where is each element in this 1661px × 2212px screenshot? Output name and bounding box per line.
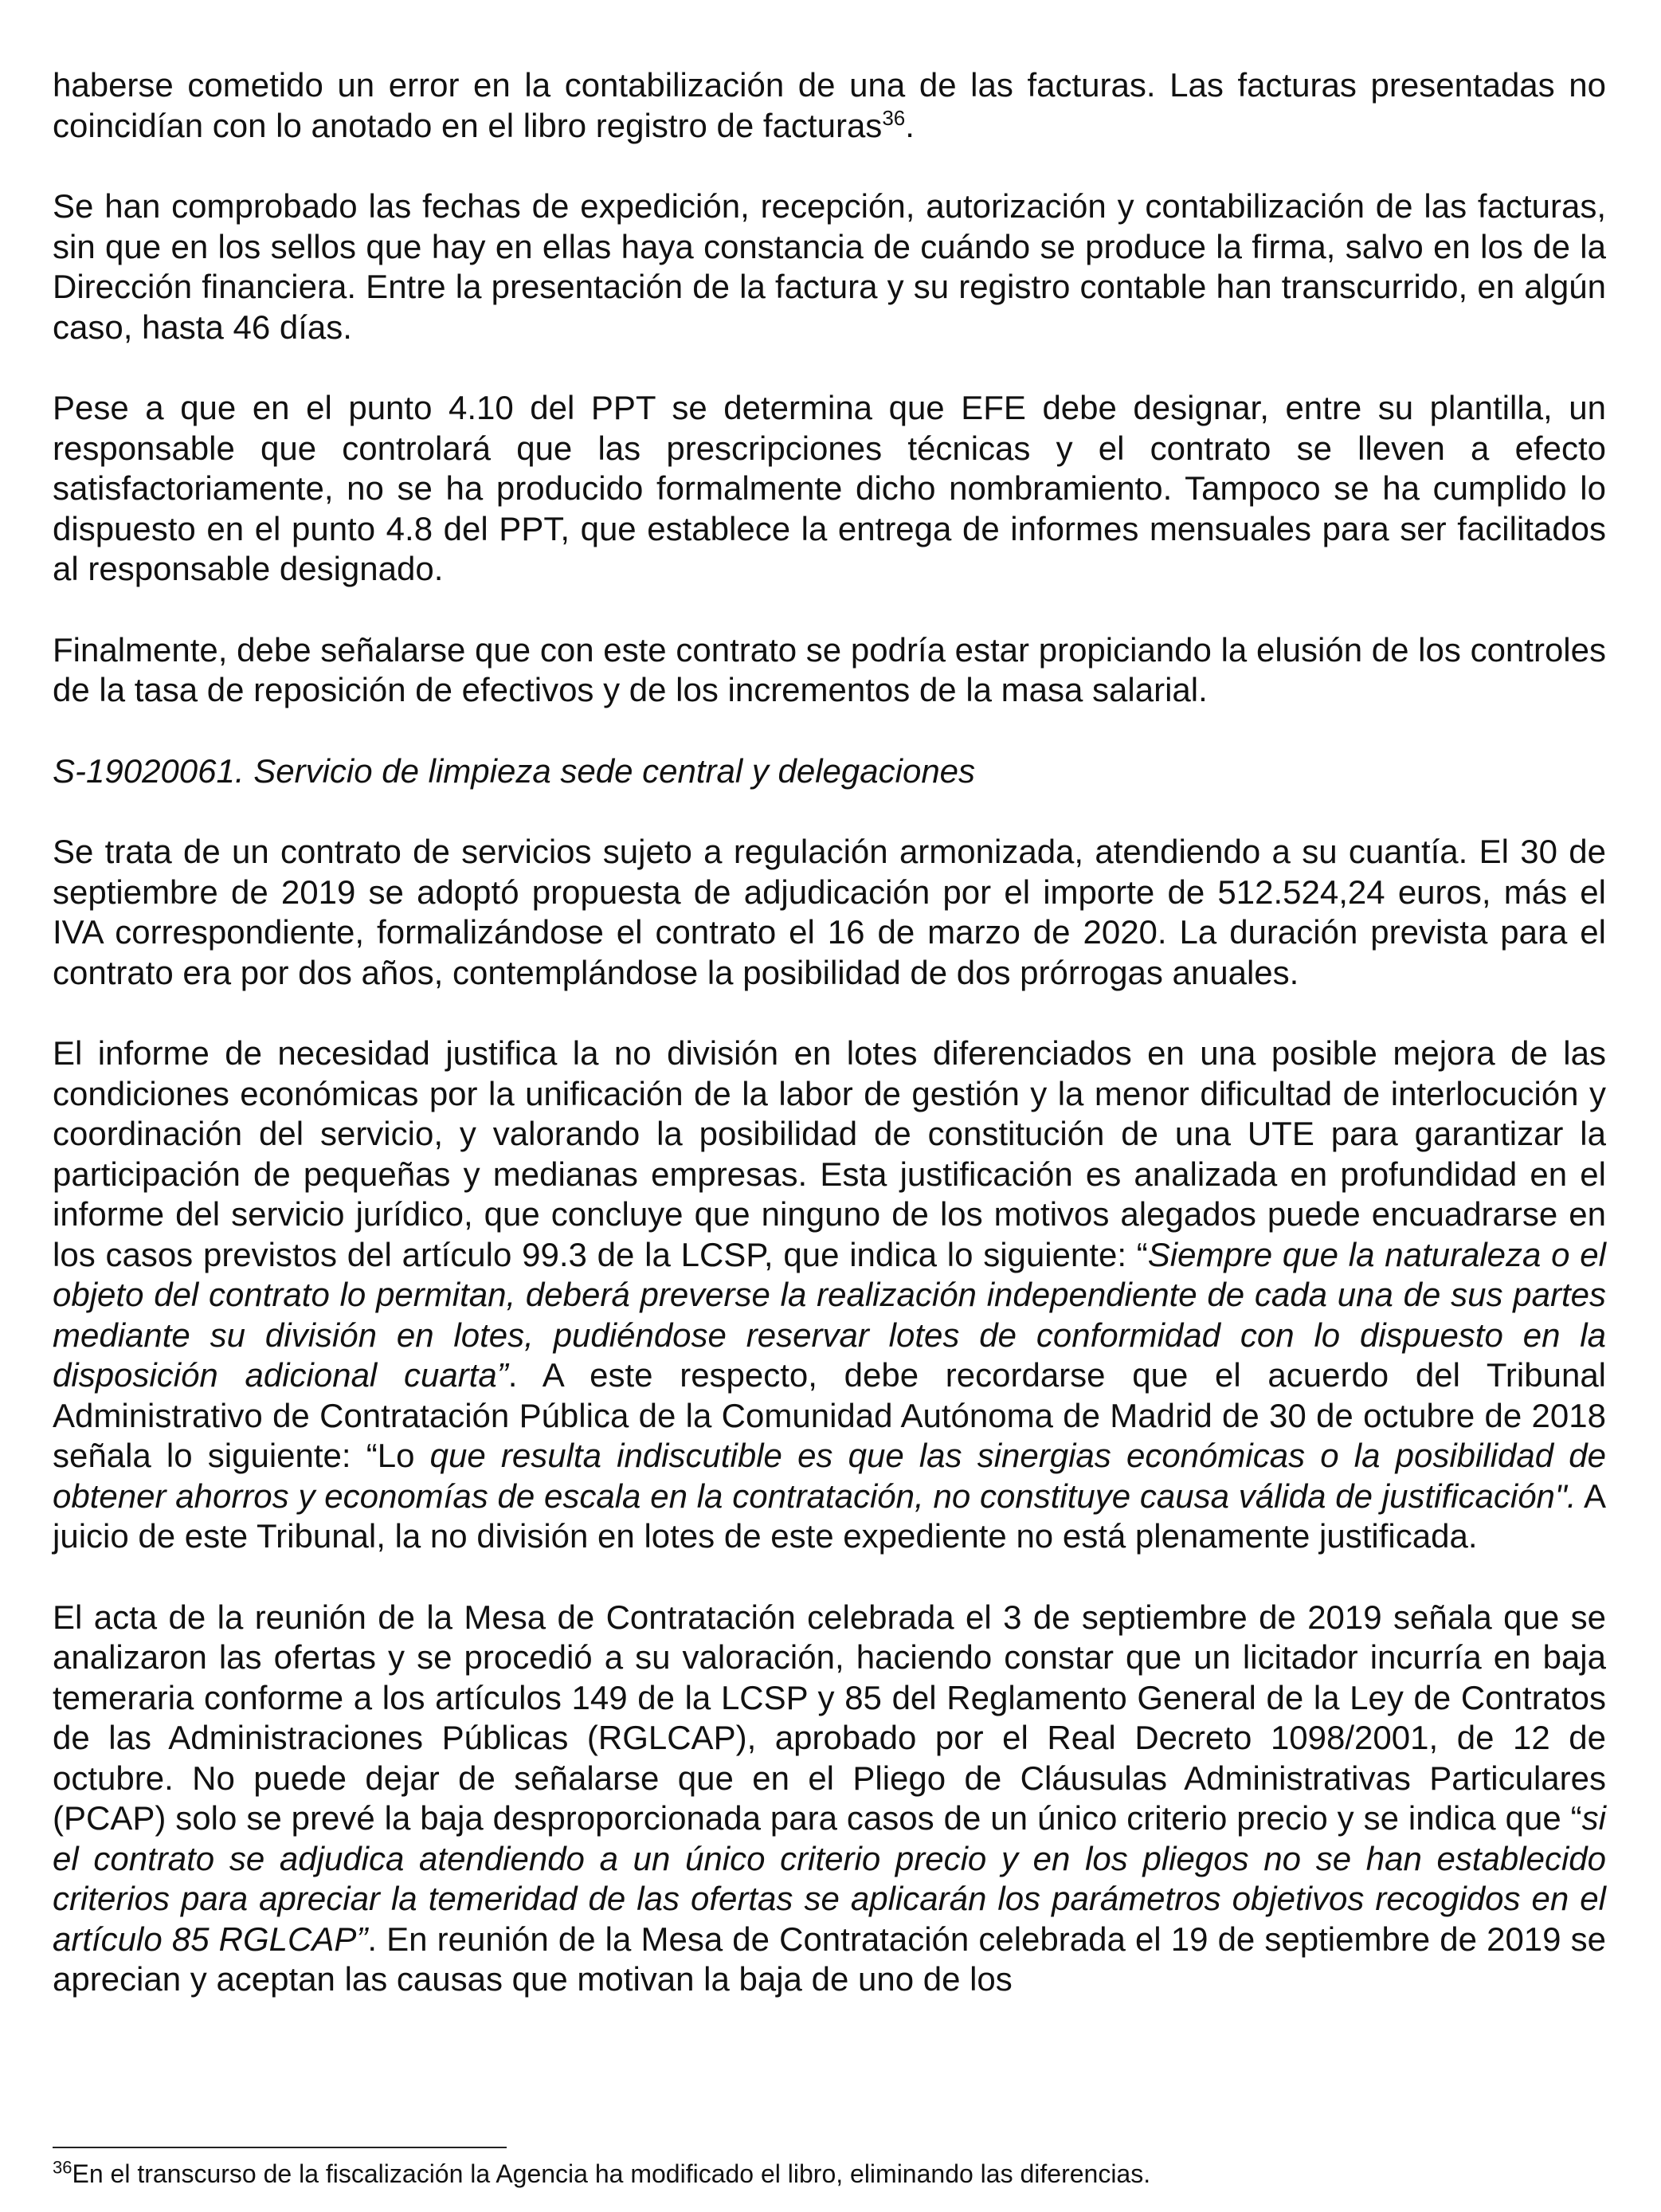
text-run: A juicio de este Tribunal, la no división en lotes de este expediente no está plenamente justificada. (53, 1477, 1606, 1555)
section-title (53, 751, 1606, 792)
paragraph (53, 630, 1606, 711)
footnote-reference: 36 (882, 105, 906, 130)
text-run: S-19020061. Servicio de limpieza sede central y delegaciones (53, 751, 976, 790)
text-run: Se han comprobado las fechas de expedición, recepción, autorización y contabilización de las facturas, sin que en los sellos que hay en ellas haya constancia de cuándo se produce la firma, salvo en los de la Dirección financiera. Entre la presentación de la factura y su registro contable han transcurrido, en algún caso, hasta 46 días. (53, 187, 1606, 346)
paragraph (53, 1033, 1606, 1557)
footnote-text: En el transcurso de la fiscalización la Agencia ha modificado el libro, eliminando las diferencias. (72, 2159, 1151, 2188)
italic-quote: que resulta indiscutible es que las sinergias económicas o la posibilidad de obtener ahorros y economías de escala en la contratación, no constituye causa válida de justificación". (53, 1437, 1606, 1515)
text-run: Se trata de un contrato de servicios sujeto a regulación armonizada, atendiendo a su cuantía. El 30 de septiembre de 2019 se adoptó propuesta de adjudicación por el importe de 512.524,24 euros, más el IVA correspondiente, formalizándose el contrato el 16 de marzo de 2020. La duración prevista para el contrato era por dos años, contemplándose la posibilidad de dos prórrogas anuales. (53, 833, 1606, 991)
paragraph (53, 832, 1606, 993)
paragraph (53, 1598, 1606, 2000)
text-run: . En reunión de la Mesa de Contratación celebrada el 19 de septiembre de 2019 se aprecian y aceptan las causas que motivan la baja de uno de los (53, 1920, 1606, 1998)
text-run: Pese a que en el punto 4.10 del PPT se determina que EFE debe designar, entre su plantilla, un responsable que controlará que las prescripciones técnicas y el contrato se lleven a efecto satisfactoriamente, no se ha producido formalmente dicho nombramiento. Tampoco se ha cumplido lo dispuesto en el punto 4.8 del PPT, que establece la entrega de informes mensuales para ser facilitados al responsable designado. (53, 389, 1606, 587)
text-run: haberse cometido un error en la contabilización de una de las facturas. Las facturas presentadas no coincidían con lo anotado en el libro registro de facturas (53, 66, 1606, 144)
text-run: . (905, 106, 915, 144)
footnote-separator (53, 2147, 507, 2148)
italic-quote: Siempre que la naturaleza o el objeto del contrato lo permitan, deberá preverse la realización independiente de cada una de sus partes mediante su división en lotes, pudiéndose reservar lotes de conformidad con lo dispuesto en la disposición adicional cuarta” (53, 1235, 1606, 1394)
text-run: Finalmente, debe señalarse que con este contrato se podría estar propiciando la elusión de los controles de la tasa de reposición de efectivos y de los incrementos de la masa salarial. (53, 630, 1606, 708)
footnote (53, 2156, 1606, 2191)
footnote-number: 36 (53, 2157, 72, 2178)
text-run: El acta de la reunión de la Mesa de Contratación celebrada el 3 de septiembre de 2019 señala que se analizaron las ofertas y se procedió a su valoración, haciendo constar que un licitador incurría en baja temeraria conforme a los artículos 149 de la LCSP y 85 del Reglamento General de la Ley de Contratos de las Administraciones Públicas (RGLCAP), aprobado por el Real Decreto 1098/2001, de 12 de octubre. No puede dejar de señalarse que en el Pliego de Cláusulas Administrativas Particulares (PCAP) solo se prevé la baja desproporcionada para casos de un único criterio precio y se indica que “ (53, 1598, 1606, 1837)
paragraph (53, 186, 1606, 347)
paragraph (53, 388, 1606, 590)
italic-quote: si el contrato se adjudica atendiendo a un único criterio precio y en los pliegos no se han establecido criterios para apreciar la temeridad de las ofertas se aplicarán los parámetros objetivos recogidos en el artículo 85 RGLCAP” (53, 1799, 1606, 1958)
text-run: El informe de necesidad justifica la no división en lotes diferenciados en una posible mejora de las condiciones económicas por la unificación de la labor de gestión y la menor dificultad de interlocución y coordinación del servicio, y valorando la posibilidad de constitución de una UTE para garantizar la participación de pequeñas y medianas empresas. Esta justificación es analizada en profundidad en el informe del servicio jurídico, que concluye que ninguno de los motivos alegados puede encuadrarse en los casos previstos del artículo 99.3 de la LCSP, que indica lo siguiente: “ (53, 1034, 1606, 1273)
document-body (53, 65, 1606, 2000)
text-run: . A este respecto, debe recordarse que el acuerdo del Tribunal Administrativo de Contratación Pública de la Comunidad Autónoma de Madrid de 30 de octubre de 2018 señala lo siguiente: “Lo (53, 1356, 1607, 1474)
paragraph (53, 65, 1606, 146)
